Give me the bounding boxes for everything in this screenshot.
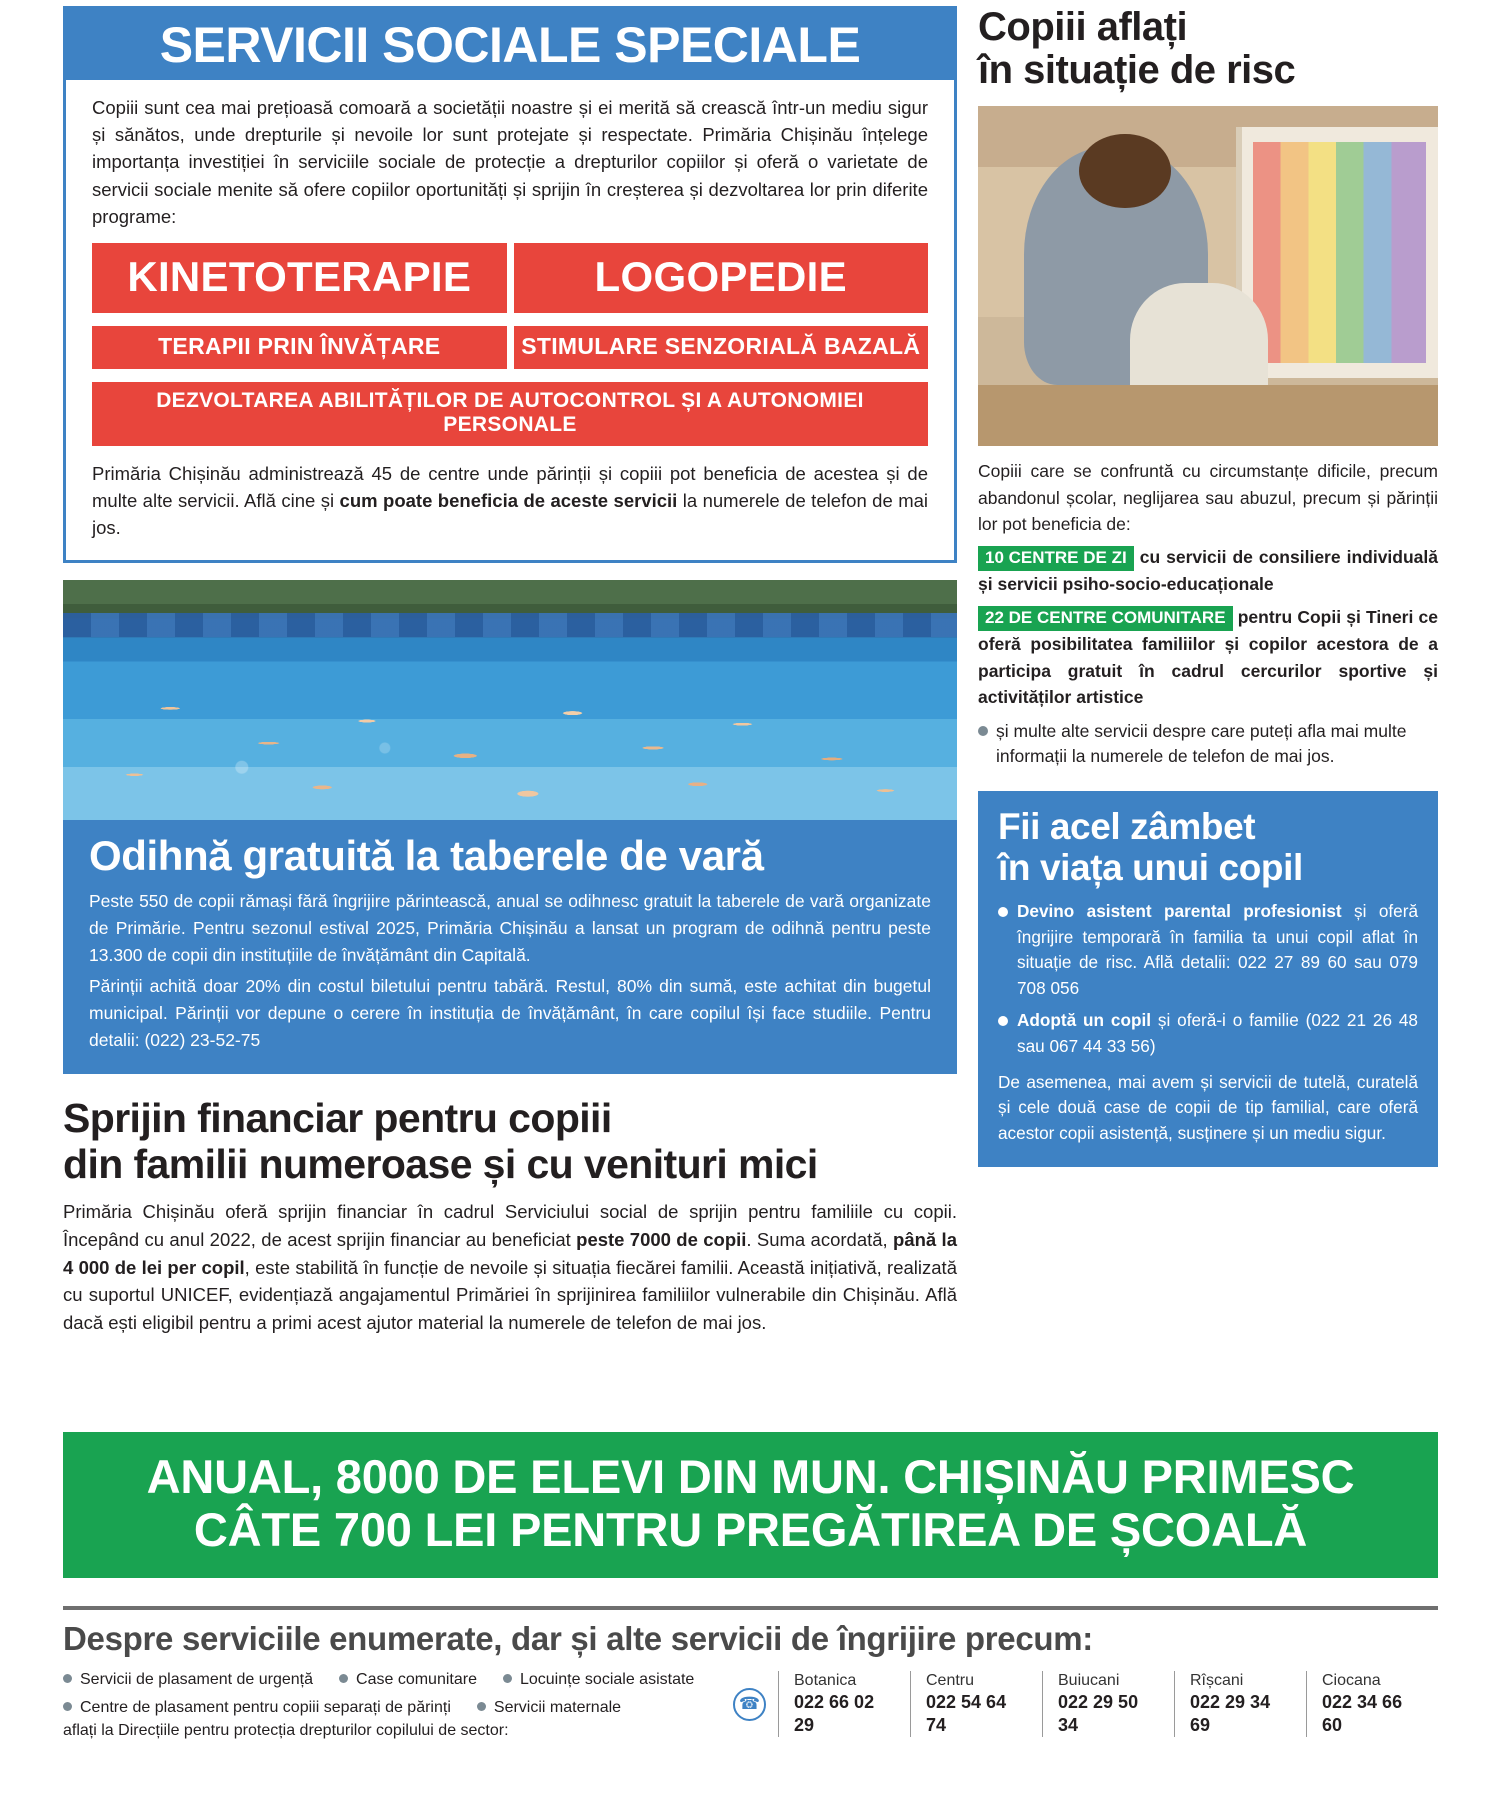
footer bbox=[63, 1606, 1438, 1740]
contact-centru[interactable] bbox=[910, 1671, 1042, 1738]
school-allowance-banner bbox=[63, 1432, 1438, 1578]
bullet-dot-icon bbox=[63, 1702, 72, 1711]
contact-city: Centru bbox=[926, 1671, 975, 1689]
summer-camp-pool-photo bbox=[63, 580, 957, 820]
tag-22-centre-comunitare: 22 DE CENTRE COMUNITARE bbox=[978, 606, 1233, 631]
therapy-chip-row-2 bbox=[92, 326, 928, 369]
centers-text-1: Primăria Chișinău administrează 45 de centre unde părinții și copiii pot beneficia de acestea și de multe alte servicii. Află cine și bbox=[92, 462, 928, 512]
list-item bbox=[63, 1668, 313, 1692]
chip-logopedie: LOGOPEDIE bbox=[514, 243, 929, 313]
contact-ciocana[interactable] bbox=[1306, 1671, 1438, 1738]
contact-number[interactable]: 022 54 64 74 bbox=[926, 1692, 1007, 1736]
smile-item-foster-bold: Devino asistent parental profesionist bbox=[1017, 900, 1342, 921]
smile-item-adopt-rest: și oferă-i o familie (022 21 26 48 sau 067 44 33 56) bbox=[1017, 1010, 1418, 1056]
fs-text-d: până la 4 000 de lei per copil bbox=[63, 1228, 957, 1278]
chip-kinetoterapie: KINETOTERAPIE bbox=[92, 243, 507, 313]
day-centers-text: cu servicii de consiliere individuală și servicii psiho-socio-educaționale bbox=[978, 547, 1438, 594]
smile-item-foster-text bbox=[1017, 899, 1418, 1002]
footer-bullet-label: Servicii maternale bbox=[493, 1699, 622, 1716]
smile-item-foster-rest: și oferă îngrijire temporară în familia ta unui copil aflat în situație de risc. Află detalii: 022 27 89 60 sau 079 708 056 bbox=[1017, 900, 1418, 999]
left-column bbox=[63, 6, 957, 1337]
contact-city: Botanica bbox=[794, 1671, 857, 1689]
footer-body bbox=[63, 1668, 1438, 1740]
financial-support-title bbox=[63, 1096, 957, 1188]
bullet-dot-icon bbox=[339, 1674, 348, 1683]
footer-divider bbox=[63, 1606, 1438, 1610]
contact-buiucani[interactable] bbox=[1042, 1671, 1174, 1738]
other-services-bullet bbox=[978, 719, 1438, 770]
smile-note: De asemenea, mai avem și servicii de tutelă, curatelă și cele două case de copii de tip familial, care oferă acestor copii asistență, susținere și un mediu sigur. bbox=[998, 1071, 1418, 1144]
phone-icon: ☎ bbox=[733, 1688, 766, 1721]
fs-text-c: . Suma acordată, bbox=[746, 1228, 894, 1250]
summer-camp-paragraph-1: Peste 550 de copii rămași fără îngrijire părintească, anual se odihnesc gratuit la taberele de vară organizate de Primărie. Pentru sezonul estival 2025, Primăria Chișinău a lansat un program de odihnă pentru peste 13.300 de copii din instituțiile de învățământ din Capitală. bbox=[89, 890, 931, 965]
summer-camp-title: Odihnă gratuită la taberele de vară bbox=[89, 831, 764, 879]
smile-item-adopt-bold: Adoptă un copil bbox=[1017, 1010, 1152, 1030]
other-services-text: și multe alte servicii despre care puteți afla mai multe informații la numerele de telefon de mai jos. bbox=[996, 720, 1407, 767]
school-allowance-line2: CÂTE 700 LEI PENTRU PREGĂTIREA DE ȘCOALĂ bbox=[193, 1503, 1308, 1557]
summer-camp-panel bbox=[63, 820, 957, 1075]
contact-riscani[interactable] bbox=[1174, 1671, 1306, 1738]
centers-text-bold: cum poate beneficia de aceste servicii bbox=[339, 490, 678, 512]
contact-number[interactable]: 022 29 50 34 bbox=[1058, 1692, 1139, 1736]
centers-text-2: la numerele de telefon de mai jos. bbox=[92, 490, 929, 539]
be-the-smile-title-line1: Fii acel zâmbet bbox=[998, 806, 1256, 848]
right-column bbox=[978, 6, 1438, 1167]
contact-number[interactable]: 022 29 34 69 bbox=[1190, 1692, 1271, 1736]
be-the-smile-title bbox=[998, 807, 1418, 888]
footer-bullet-label: Servicii de plasament de urgență bbox=[80, 1671, 314, 1688]
footer-note: aflați la Direcțiile pentru protecția drepturilor copilului de sector: bbox=[63, 1722, 509, 1739]
contact-botanica[interactable] bbox=[778, 1671, 910, 1738]
bullet-dot-white-icon bbox=[998, 1016, 1008, 1026]
financial-support-paragraph bbox=[63, 1198, 957, 1337]
chip-dezvoltarea-abilitatilor: DEZVOLTAREA ABILITĂȚILOR DE AUTOCONTROL ȘI A AUTONOMIEI PERSONALE bbox=[92, 382, 928, 446]
contact-number[interactable]: 022 66 02 29 bbox=[794, 1692, 875, 1736]
list-item bbox=[63, 1696, 451, 1720]
be-the-smile-title-line2: în viața unui copil bbox=[998, 847, 1303, 889]
contact-city: Ciocana bbox=[1322, 1671, 1381, 1689]
bullet-dot-white-icon bbox=[998, 907, 1008, 917]
community-centers-text: pentru Copii și Tineri ce oferă posibilitatea familiilor și copilor acestora de a participa gratuit în cadrul cercurilor sportive și activităților artistice bbox=[978, 607, 1438, 708]
children-at-risk-photo bbox=[978, 106, 1438, 446]
footer-bullet-label: Case comunitare bbox=[356, 1671, 477, 1688]
special-services-box bbox=[63, 6, 957, 563]
floor bbox=[978, 385, 1438, 446]
financial-support-title-line1: Sprijin financiar pentru copiii bbox=[63, 1095, 612, 1142]
contact-city: Buiucani bbox=[1058, 1671, 1120, 1689]
therapy-chip-row-1 bbox=[92, 243, 928, 313]
adult-hair bbox=[1079, 134, 1171, 209]
chip-terapii-prin-invatare: TERAPII PRIN ÎNVĂȚARE bbox=[92, 326, 507, 369]
chip-stimulare-senzoriala: STIMULARE SENZORIALĂ BAZALĂ bbox=[514, 326, 929, 369]
summer-camp-paragraph-2: Părinții achită doar 20% din costul biletului pentru tabără. Restul, 80% din sumă, este achitat din bugetul municipal. Părinții vor depune o cerere în instituția de învățământ, în care copilul își face studiile. Pentru detalii: (022) 23-52-75 bbox=[89, 975, 931, 1051]
school-allowance-line1: ANUAL, 8000 DE ELEVI DIN MUN. CHIȘINĂU PRIMESC bbox=[146, 1450, 1355, 1503]
fs-text-a: Primăria Chișinău oferă sprijin financiar în cadrul Serviciului social de sprijin pentru familiile cu copii. Începând cu anul 2022, de acest sprijin financiar au beneficiat bbox=[63, 1201, 957, 1250]
fs-text-e: , este stabilită în funcție de nevoile și situația fiecărei familii. Această inițiativă, realizată cu suportul UNICEF, evidențiază angajamentul Primăriei în sprijinirea familiilor vulnerabile din Chișinău. Află dacă ești eligibil pentru a primi acest ajutor material la numerele de telefon de mai jos. bbox=[63, 1256, 957, 1334]
smile-item-adopt bbox=[998, 1008, 1418, 1060]
list-item bbox=[477, 1696, 621, 1720]
community-centers-line bbox=[978, 604, 1438, 710]
footer-contacts bbox=[723, 1668, 1438, 1740]
smile-item-adopt-text bbox=[1017, 1008, 1418, 1060]
contact-number[interactable]: 022 34 66 60 bbox=[1322, 1692, 1403, 1736]
bullet-dot-icon bbox=[477, 1702, 486, 1711]
list-item bbox=[339, 1668, 477, 1692]
children-at-risk-title bbox=[978, 6, 1438, 92]
bullet-dot-icon bbox=[503, 1674, 512, 1683]
smile-item-foster bbox=[998, 899, 1418, 1002]
special-services-content bbox=[66, 80, 954, 560]
footer-services-list bbox=[63, 1668, 723, 1740]
centers-paragraph bbox=[92, 460, 928, 542]
footer-bullets bbox=[63, 1668, 723, 1720]
list-item bbox=[503, 1668, 694, 1692]
therapy-chip-row-3 bbox=[92, 382, 928, 446]
footer-title: Despre serviciile enumerate, dar și alte servicii de îngrijire precum: bbox=[63, 1620, 1093, 1657]
bullet-dot-icon bbox=[63, 1674, 72, 1683]
bullet-dot-icon bbox=[978, 726, 988, 736]
fs-text-b: peste 7000 de copii bbox=[576, 1228, 747, 1250]
children-at-risk-title-line1: Copiii aflați bbox=[978, 5, 1188, 49]
footer-bullet-label: Locuințe sociale asistate bbox=[519, 1671, 695, 1688]
financial-support-title-line2: din familii numeroase și cu venituri mici bbox=[63, 1141, 818, 1188]
day-centers-line bbox=[978, 544, 1438, 597]
tag-10-centre-de-zi: 10 CENTRE DE ZI bbox=[978, 546, 1134, 571]
intro-paragraph: Copiii sunt cea mai prețioasă comoară a societății noastre și ei merită să crească într-un mediu sigur și sănătos, unde drepturile și nevoile lor sunt protejate și respectate. Primăria Chișinău înțelege importanța investiției în serviciile sociale de protecție a drepturilor copiilor și oferă o varietate de servicii sociale menite să ofere copiilor oportunități și sprijin în creșterea și dezvoltarea lor prin diferite programe: bbox=[92, 97, 928, 227]
children-at-risk-intro: Copiii care se confruntă cu circumstanțe dificile, precum abandonul școlar, neglijarea sau abuzul, precum și părinții lor pot beneficia de: bbox=[978, 461, 1438, 534]
contact-city: Rîșcani bbox=[1190, 1671, 1244, 1689]
be-the-smile-box bbox=[978, 791, 1438, 1167]
footer-bullet-label: Centre de plasament pentru copiii separați de părinți bbox=[80, 1699, 451, 1716]
special-services-title: SERVICII SOCIALE SPECIALE bbox=[159, 17, 861, 73]
children-at-risk-title-line2: în situație de risc bbox=[978, 48, 1296, 93]
